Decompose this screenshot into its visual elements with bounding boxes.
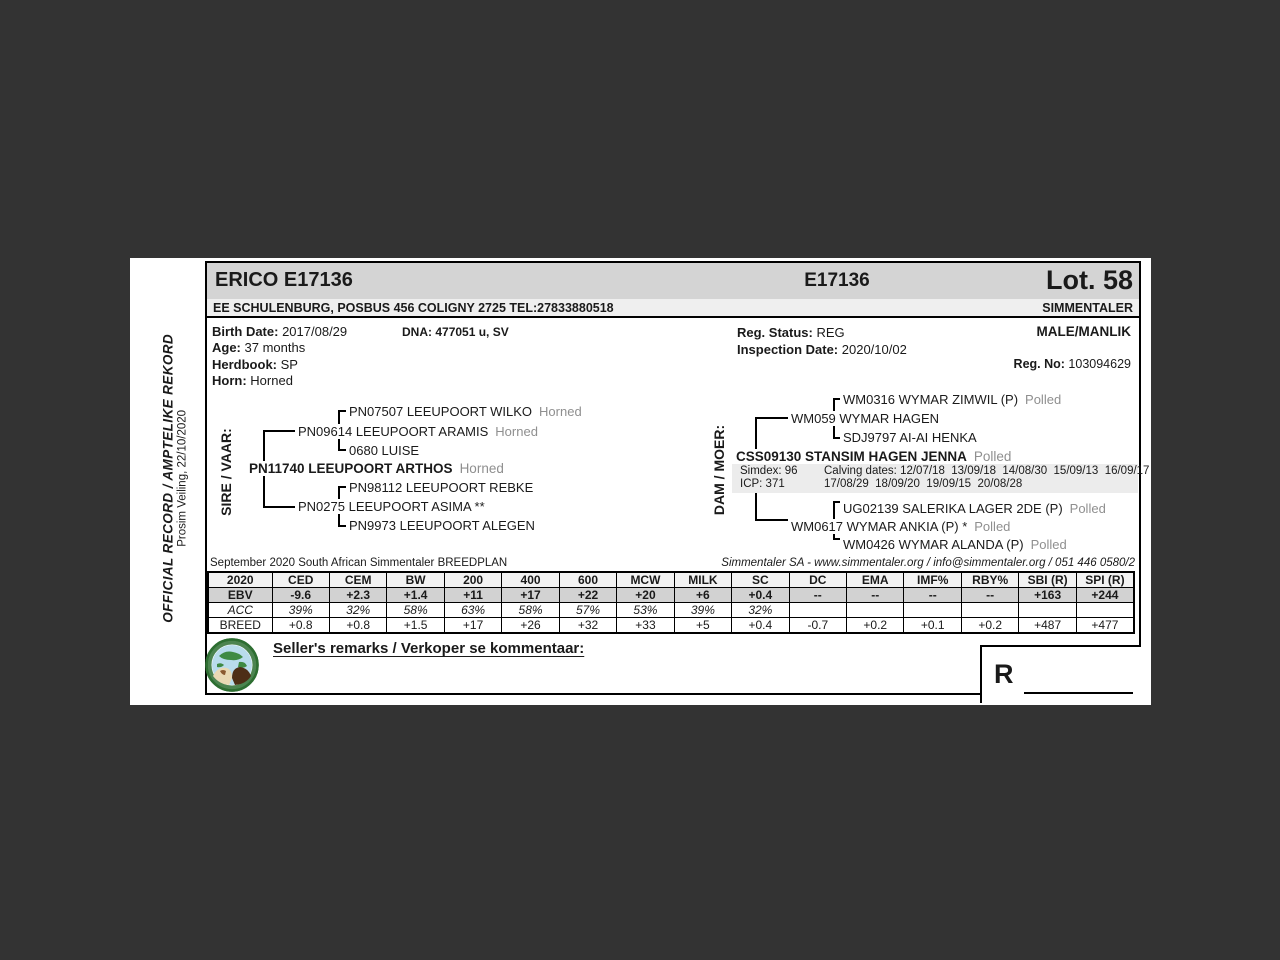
animal-details (212, 324, 347, 389)
sex-badge: MALE/MANLIK (1036, 324, 1131, 339)
simmentaler-contact: Simmentaler SA - www.simmentaler.org / info@simmentaler.org / 051 446 0580/2 (721, 557, 1135, 569)
currency-symbol: R (994, 659, 1014, 689)
breed-cell: +487 (1019, 618, 1076, 634)
animal-name-text: WM0426 WYMAR ALANDA (P) (843, 537, 1024, 552)
animal-name-text: PN98112 LEEUPOORT REBKE (349, 480, 534, 495)
ebv-cell: +163 (1019, 588, 1076, 603)
breed-cell: +32 (559, 618, 616, 634)
table-row-ebv (208, 588, 1134, 603)
ebv-cell: -9.6 (272, 588, 329, 603)
ebv-cell: +244 (1076, 588, 1134, 603)
simdex-value: Simdex: 96 (740, 465, 798, 477)
owner-contact: EE SCHULENBURG, POSBUS 456 COLIGNY 2725 TEL:27833880518 (213, 301, 614, 315)
ebv-cell: +11 (444, 588, 501, 603)
calving-dates-line1: Calving dates: 12/07/18 13/09/18 14/08/30 15/09/13 16/09/17 (824, 465, 1150, 477)
inspection-date-value: 2020/10/02 (841, 342, 907, 357)
ebv-cell: +22 (559, 588, 616, 603)
table-row-acc (208, 603, 1134, 618)
acc-cell (1076, 603, 1134, 618)
horn-status-tag: Horned (495, 424, 538, 439)
ebv-column-header: SC (732, 572, 789, 588)
official-record-side-note (161, 328, 190, 628)
breed-cell: +0.8 (272, 618, 329, 634)
ebv-cell: -- (904, 588, 961, 603)
horn-value: Horned (250, 372, 293, 388)
sire-name (246, 461, 507, 476)
official-record-title: OFFICIAL RECORD / AMPTELIKE REKORD (160, 333, 176, 623)
animal-name-text: PN09614 LEEUPOORT ARAMIS (298, 424, 489, 439)
breed-cell: +5 (674, 618, 731, 634)
dam-grandsire (840, 392, 1064, 407)
sire-sire (295, 424, 541, 439)
dna-value: 477051 u, SV (435, 325, 509, 339)
age-label: Age: (212, 340, 241, 356)
horn-status-tag: Polled (1025, 392, 1062, 407)
ebv-column-header: SBI (R) (1019, 572, 1076, 588)
acc-cell: 57% (559, 603, 616, 618)
animal-name-text: PN07507 LEEUPOORT WILKO (349, 404, 533, 419)
table-row-breed (208, 618, 1134, 634)
pedigree-connector-line (263, 506, 295, 508)
reg-no-label: Reg. No: (1013, 357, 1065, 371)
horn-status-tag: Horned (459, 461, 504, 476)
herdbook-row (212, 357, 347, 373)
owner-bar (207, 299, 1139, 318)
auction-name-date: Prosim Veiling, 22/10/2020 (176, 409, 189, 547)
acc-cell: 53% (617, 603, 674, 618)
dam-name (733, 449, 1014, 464)
lot-number: Lot. 58 (1045, 265, 1133, 295)
breed-cell: +26 (502, 618, 559, 634)
animal-name-text: 0680 LUISE (349, 443, 420, 458)
sire-tree-label: SIRE / VAAR: (218, 428, 234, 516)
acc-cell: 32% (329, 603, 386, 618)
ebv-column-header: CEM (329, 572, 386, 588)
ebv-column-header: 400 (502, 572, 559, 588)
ebv-cell: +1.4 (387, 588, 444, 603)
ebv-column-header: MCW (617, 572, 674, 588)
ebv-column-header: 200 (444, 572, 501, 588)
horn-label: Horn: (212, 372, 247, 388)
herdbook-label: Herdbook: (212, 356, 277, 372)
inspection-date-label: Inspection Date: (737, 342, 839, 357)
animal-name-text: UG02139 SALERIKA LAGER 2DE (P) (843, 501, 1063, 516)
ebv-column-header: EMA (847, 572, 904, 588)
ebv-column-header: 600 (559, 572, 616, 588)
dam-sire (788, 411, 949, 426)
breed-cell: +477 (1076, 618, 1134, 634)
sire-grandsire (346, 404, 585, 419)
acc-cell: 39% (674, 603, 731, 618)
acc-cell (1019, 603, 1076, 618)
ebv-cell: +2.3 (329, 588, 386, 603)
birth-date-label: Birth Date: (212, 324, 279, 339)
price-fill-in-line (1024, 692, 1133, 694)
ebv-table (207, 571, 1135, 634)
ebv-column-header: SPI (R) (1076, 572, 1134, 588)
simmentaler-logo (205, 638, 259, 692)
calving-dates-line2: 17/08/29 18/09/20 19/09/15 20/08/28 (824, 478, 1023, 490)
breed-cell: +0.2 (961, 618, 1018, 634)
animal-name-text: WM0617 WYMAR ANKIA (P) * (791, 519, 968, 534)
acc-cell: 32% (732, 603, 789, 618)
acc-cell: 58% (502, 603, 559, 618)
dna-label: DNA: (402, 325, 432, 339)
dna-row (402, 325, 509, 339)
herdbook-value: SP (280, 356, 298, 372)
row-label: ACC (208, 603, 272, 618)
animal-name-text: PN9973 LEEUPOORT ALEGEN (349, 518, 535, 533)
horn-status-tag: Polled (973, 449, 1012, 464)
ebv-cell: +17 (502, 588, 559, 603)
ebv-column-header: BW (387, 572, 444, 588)
age-row (212, 340, 347, 356)
dam-dam (788, 519, 1013, 534)
catalog-page (130, 258, 1151, 705)
dam-tree-label: DAM / MOER: (711, 424, 727, 516)
pedigree-connector-line (755, 519, 788, 521)
inspection-date-row (737, 341, 907, 358)
breed-cell: +0.8 (329, 618, 386, 634)
ebv-cell: -- (961, 588, 1018, 603)
breed-cell: +17 (444, 618, 501, 634)
acc-cell (904, 603, 961, 618)
acc-cell: 39% (272, 603, 329, 618)
ebv-cell: +6 (674, 588, 731, 603)
pedigree-connector-line (263, 430, 295, 432)
acc-cell (789, 603, 846, 618)
acc-cell: 63% (444, 603, 501, 618)
animal-id: E17136 (804, 270, 870, 291)
record-card (205, 261, 1150, 695)
animal-name-text: WM0316 WYMAR ZIMWIL (P) (843, 392, 1019, 407)
dam-granddam (840, 430, 987, 445)
ebv-column-header: MILK (674, 572, 731, 588)
seller-remarks-heading: Seller's remarks / Verkoper se kommentaar: (273, 640, 585, 657)
dam-stats-box (732, 464, 1150, 493)
birth-date-row (212, 324, 347, 340)
dam-dam-sire (840, 501, 1109, 516)
ebv-cell: +0.4 (732, 588, 789, 603)
sire-dam-dam (346, 518, 545, 533)
breed-cell: -0.7 (789, 618, 846, 634)
breedplan-caption: September 2020 South African Simmentaler BREEDPLAN (210, 557, 508, 569)
animal-name: ERICO E17136 (215, 269, 353, 291)
horn-status-tag: Polled (974, 519, 1011, 534)
breed-name: SIMMENTALER (1042, 301, 1133, 315)
horn-status-tag: Polled (1069, 501, 1106, 516)
animal-name-text: SDJ9797 AI-AI HENKA (843, 430, 977, 445)
breed-cell: +0.1 (904, 618, 961, 634)
horn-status-tag: Horned (539, 404, 582, 419)
acc-cell (847, 603, 904, 618)
reg-status-row (737, 324, 907, 341)
ebv-cell: -- (789, 588, 846, 603)
ebv-column-header: DC (789, 572, 846, 588)
row-label: EBV (208, 588, 272, 603)
horn-row (212, 373, 347, 389)
ebv-column-header: CED (272, 572, 329, 588)
sire-dam-sire (346, 480, 543, 495)
animal-name-text: WM059 WYMAR HAGEN (791, 411, 940, 426)
ebv-column-header: IMF% (904, 572, 961, 588)
animal-name-text: PN11740 LEEUPOORT ARTHOS (249, 461, 453, 476)
reg-no-value: 103094629 (1068, 357, 1131, 371)
breed-cell: +0.4 (732, 618, 789, 634)
breed-cell: +1.5 (387, 618, 444, 634)
age-value: 37 months (244, 340, 306, 356)
table-header-row (208, 572, 1134, 588)
ebv-cell: -- (847, 588, 904, 603)
price-box (980, 645, 1141, 703)
breed-cell: +0.2 (847, 618, 904, 634)
ebv-cell: +20 (617, 588, 674, 603)
reg-status-value: REG (816, 325, 845, 340)
acc-cell (961, 603, 1018, 618)
animal-name-text: CSS09130 STANSIM HAGEN JENNA (736, 449, 967, 464)
sire-granddam (346, 443, 429, 458)
row-label: BREED (208, 618, 272, 634)
breed-cell: +33 (617, 618, 674, 634)
pedigree-connector-line (755, 417, 788, 419)
dam-dam-dam (840, 537, 1070, 552)
icp-value: ICP: 371 (740, 478, 785, 490)
birth-date-value: 2017/08/29 (282, 324, 348, 339)
reg-status-label: Reg. Status: (737, 325, 813, 340)
registration-details (737, 324, 907, 358)
ebv-column-header: 2020 (208, 572, 272, 588)
title-bar (207, 263, 1139, 301)
acc-cell: 58% (387, 603, 444, 618)
sire-dam (295, 499, 495, 514)
horn-status-tag: Polled (1030, 537, 1067, 552)
ebv-column-header: RBY% (961, 572, 1018, 588)
animal-name-text: PN0275 LEEUPOORT ASIMA ** (298, 499, 485, 514)
reg-no-row (1014, 357, 1131, 371)
